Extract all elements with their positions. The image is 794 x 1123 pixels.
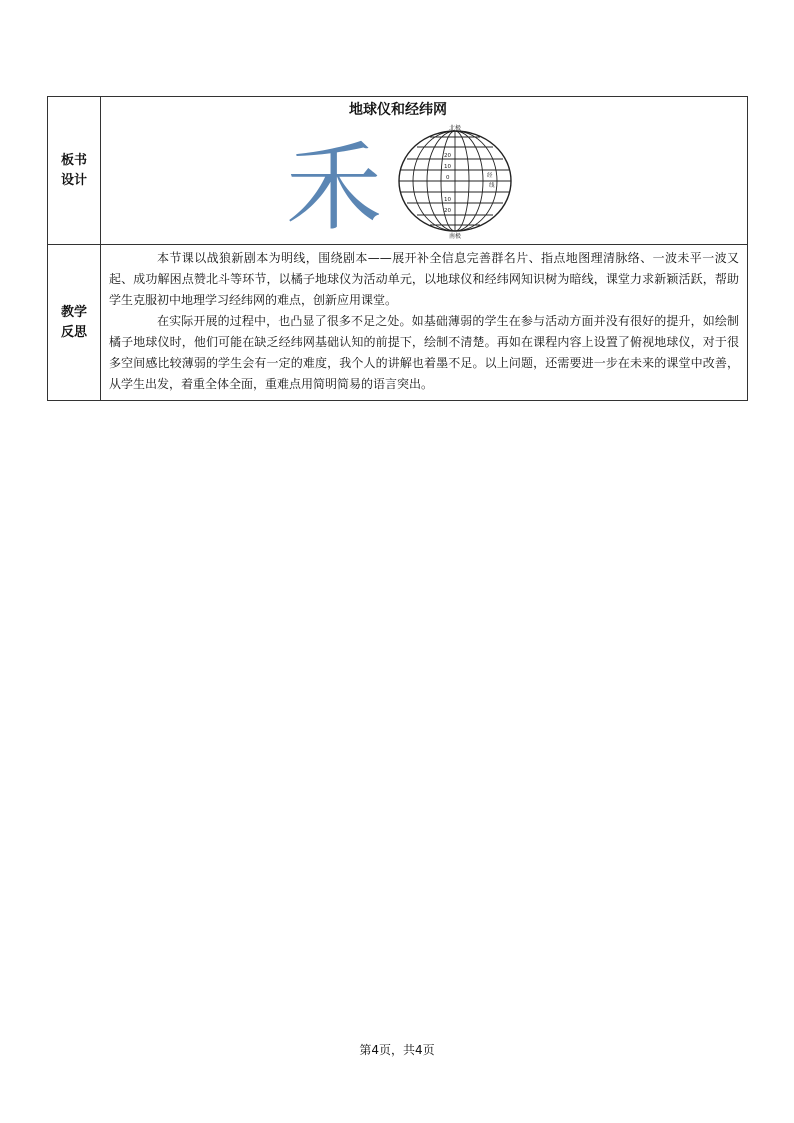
board-design-content [101, 97, 748, 245]
lat-mark: 0 [446, 175, 450, 181]
reflection-paragraph-2: 在实际开展的过程中，也凸显了很多不足之处。如基础薄弱的学生在参与活动方面并没有很好的提升，如绘制橘子地球仪时，他们可能在缺乏经纬网基础认知的前提下，绘制不清楚。再如在课程内容上设置了俯视地球仪，对于很多空间感比较薄弱的学生会有一定的难度，我个人的讲解也着墨不足。以上问题，还需要进一步在未来的课堂中改善，从学生出发，着重全体全面，重难点用简明简易的语言突出。 [109, 314, 739, 391]
board-design-label: 板书 设计 [48, 97, 101, 245]
lat-mark: 20 [444, 208, 451, 214]
teaching-reflection-content [101, 245, 748, 401]
reflection-paragraph-1: 本节课以战狼新剧本为明线，围绕剧本——展开补全信息完善群名片、指点地图理清脉络、一波未平一波又起、成功解困点赞北斗等环节，以橘子地球仪为活动单元，以地球仪和经纬网知识树为暗线，课堂力求新颖活跃，帮助学生克服初中地理学习经纬网的难点，创新应用课堂。 [109, 251, 739, 307]
board-title: 地球仪和经纬网 [349, 102, 447, 118]
lat-mark: 10 [444, 164, 451, 170]
south-pole-label: 南极 [448, 233, 462, 239]
globe-figure [286, 121, 556, 239]
lesson-table [47, 96, 748, 401]
lat-mark: 10 [444, 197, 451, 203]
north-pole-label: 北极 [448, 125, 462, 132]
lat-mark: 20 [444, 153, 451, 159]
side-mark: 经 [487, 173, 493, 179]
page-footer: 第4页，共4页 [359, 1043, 435, 1057]
side-mark: 线 [489, 183, 495, 189]
teaching-reflection-label: 教学 反思 [48, 245, 101, 401]
teaching-reflection-row [48, 245, 748, 401]
globe-grid [399, 131, 511, 231]
big-character: 禾 [286, 132, 382, 239]
board-design-row [48, 97, 748, 245]
